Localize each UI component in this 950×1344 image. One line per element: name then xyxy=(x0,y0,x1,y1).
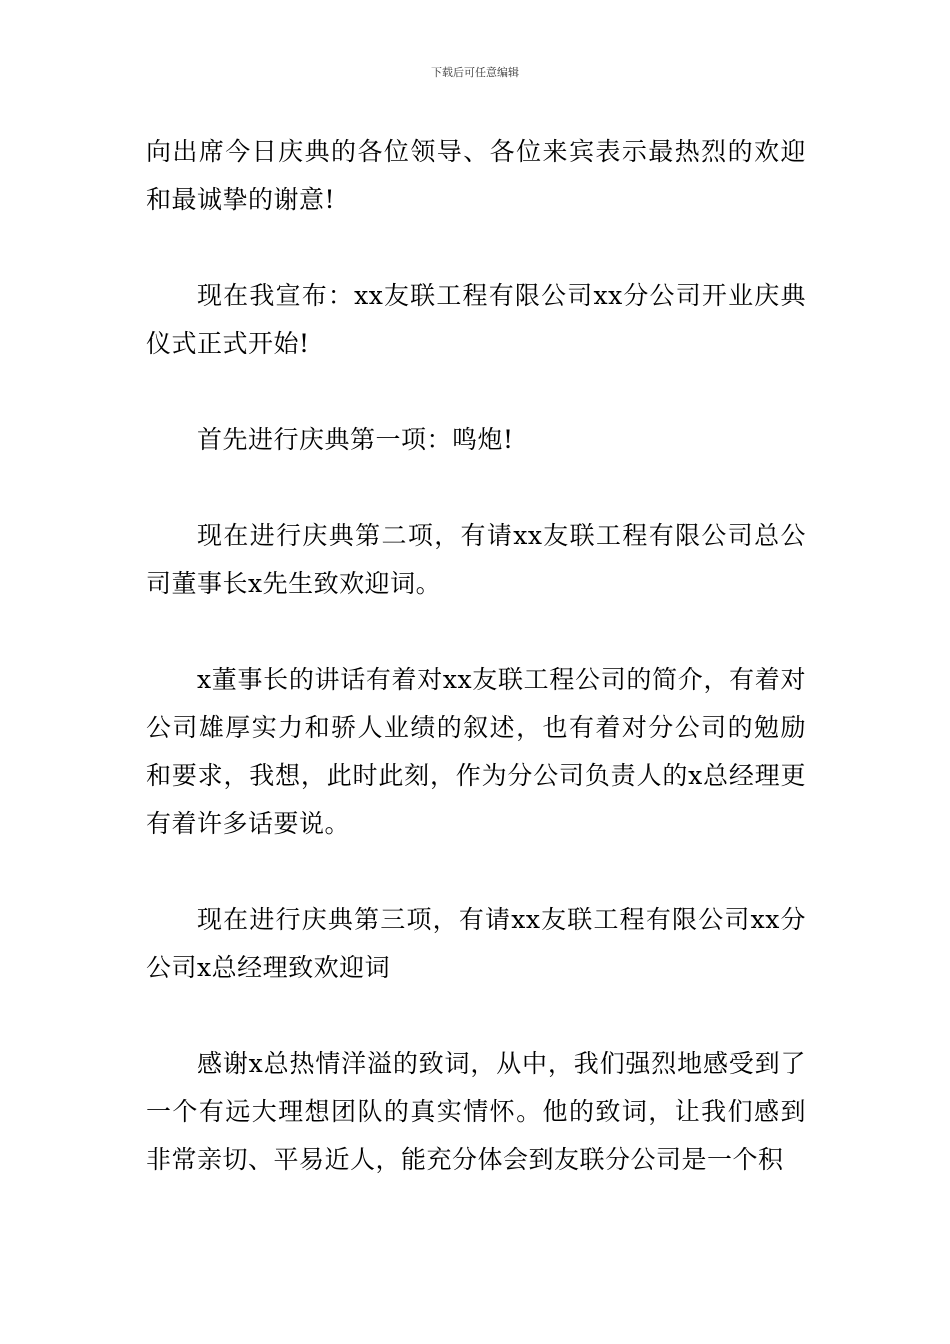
paragraph-announcement: 现在我宣布：xx友联工程有限公司xx分公司开业庆典仪式正式开始! xyxy=(146,281,806,358)
paragraph-thanks: 感谢x总热情洋溢的致词，从中，我们强烈地感受到了一个有远大理想团队的真实情怀。他的致词，让我们感到非常亲切、平易近人，能充分体会到友联分公司是一个积 xyxy=(146,1049,806,1174)
paragraph-item-two: 现在进行庆典第二项，有请xx友联工程有限公司总公司董事长x先生致欢迎词。 xyxy=(146,521,806,598)
paragraph-chairman-speech: x董事长的讲话有着对xx友联工程公司的简介，有着对公司雄厚实力和骄人业绩的叙述，也有着对分公司的勉励和要求，我想，此时此刻，作为分公司负责人的x总经理更有着许多话要说。 xyxy=(146,665,806,838)
paragraph-item-three: 现在进行庆典第三项，有请xx友联工程有限公司xx分公司x总经理致欢迎词 xyxy=(146,905,806,982)
document-body xyxy=(146,128,806,1232)
page-header-note: 下载后可任意编辑 xyxy=(431,66,519,79)
paragraph-welcome: 向出席今日庆典的各位领导、各位来宾表示最热烈的欢迎和最诚挚的谢意! xyxy=(146,137,806,214)
paragraph-item-one: 首先进行庆典第一项：鸣炮! xyxy=(197,425,514,454)
